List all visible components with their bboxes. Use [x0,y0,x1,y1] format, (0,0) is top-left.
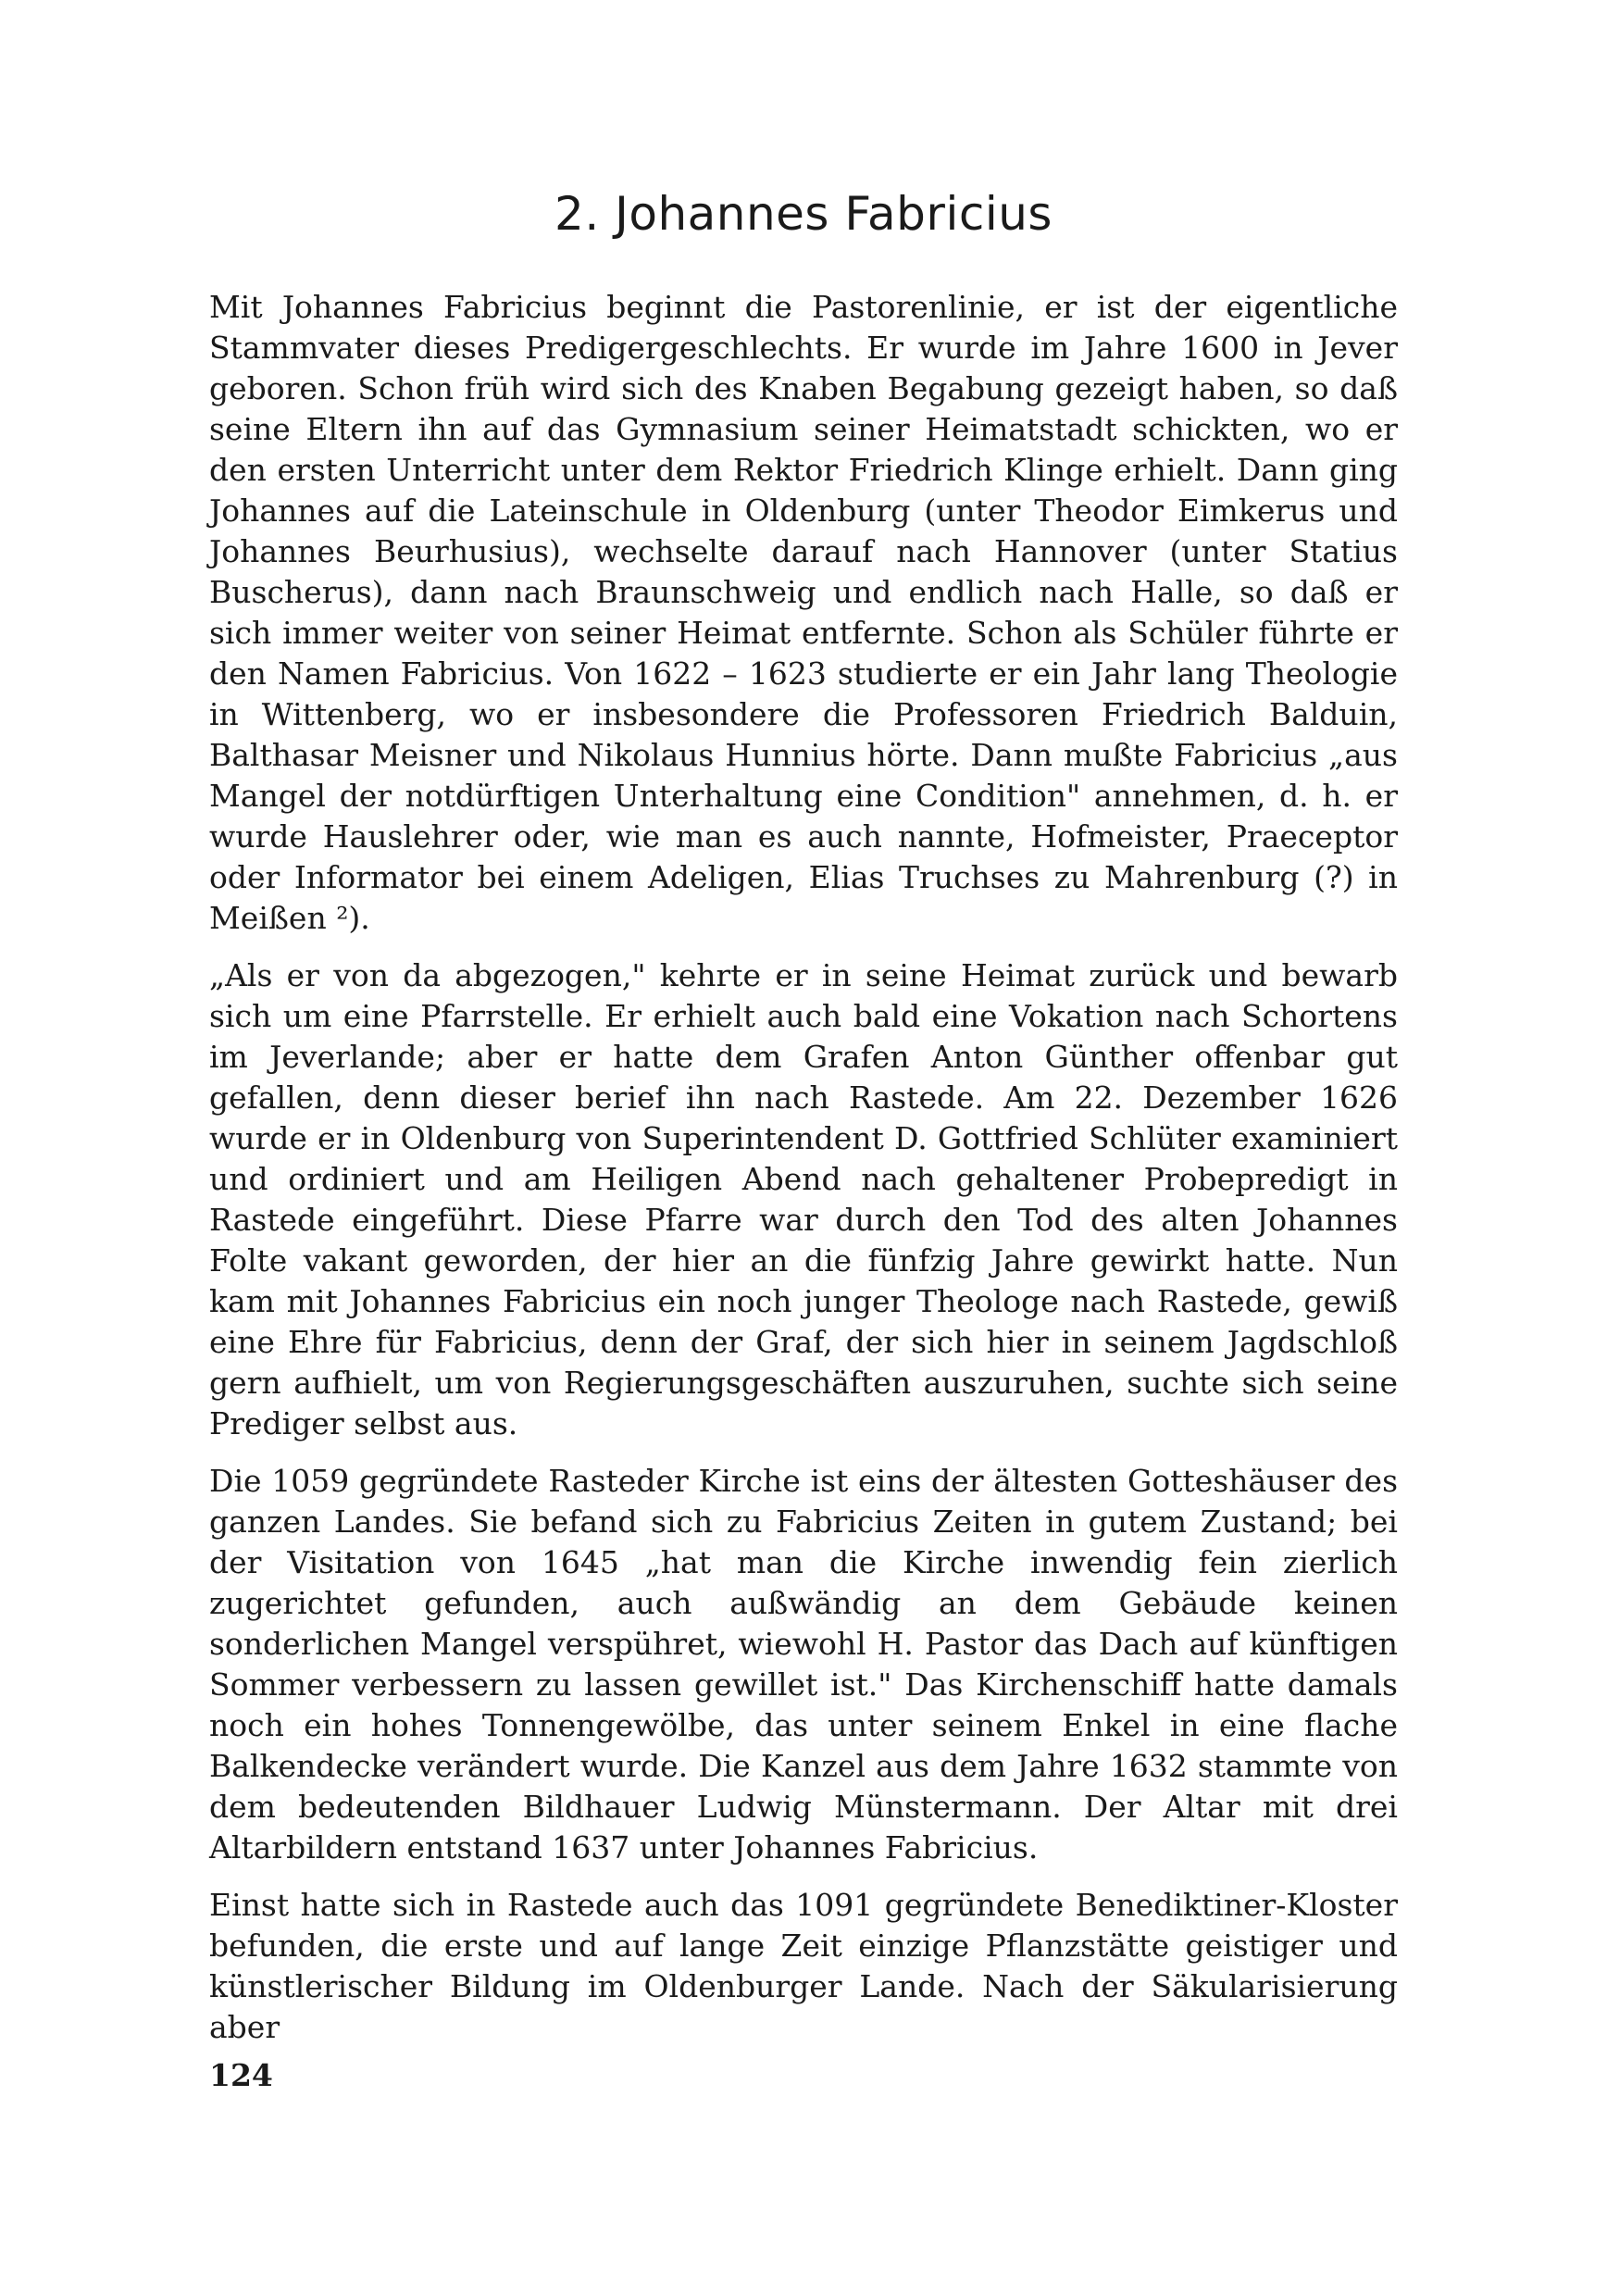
paragraph-3: Die 1059 gegründete Rasteder Kirche ist eins der ältesten Gotteshäuser des ganzen Landes. Sie befand sich zu Fabricius Zeiten in gutem Zustand; bei der Visitation von 1645 „hat man die Kirche inwendig fein zierlich zugerichtet gefunden, auch außwändig an dem Gebäude keinen sonderlichen Mangel verspühret, wiewohl H. Pastor das Dach auf künftigen Sommer verbessern zu lassen gewillet ist." Das Kirchenschiff hatte damals noch ein hohes Tonnengewölbe, das unter seinem Enkel in eine flache Balkendecke verändert wurde. Die Kanzel aus dem Jahre 1632 stammte von dem bedeutenden Bildhauer Ludwig Münstermann. Der Altar mit drei Altarbildern entstand 1637 unter Johannes Fabricius. [209,1463,1398,1866]
paragraph-4: Einst hatte sich in Rastede auch das 1091 gegründete Benediktiner-Kloster befunden, die erste und auf lange Zeit einzige Pflanzstätte geistiger und künstlerischer Bildung im Oldenburger Lande. Nach der Säkularisierung aber [209,1887,1398,2045]
page-number: 124 [209,2057,273,2093]
paragraph-1: Mit Johannes Fabricius beginnt die Pastorenlinie, er ist der eigentliche Stammvater dieses Predigergeschlechts. Er wurde im Jahre 1600 in Jever geboren. Schon früh wird sich des Knaben Begabung gezeigt haben, so daß seine Eltern ihn auf das Gymnasium seiner Heimatstadt schickten, wo er den ersten Unterricht unter dem Rektor Friedrich Klinge erhielt. Dann ging Johannes auf die Lateinschule in Oldenburg (unter Theodor Eimkerus und Johannes Beurhusius), wechselte darauf nach Hannover (unter Statius Buscherus), dann nach Braunschweig und endlich nach Halle, so daß er sich immer weiter von seiner Heimat entfernte. Schon als Schüler führte er den Namen Fabricius. Von 1622 – 1623 studierte er ein Jahr lang Theologie in Wittenberg, wo er insbesondere die Professoren Friedrich Balduin, Balthasar Meisner und Nikolaus Hunnius hörte. Dann mußte Fabricius „aus Mangel der notdürftigen Unterhaltung eine Condition" annehmen, d. h. er wurde Hauslehrer oder, wie man es auch nannte, Hofmeister, Praeceptor oder Informator bei einem Adeligen, Elias Truchses zu Mahrenburg (?) in Meißen ²). [209,289,1398,936]
body-text [209,287,1398,2065]
chapter-title: 2. Johannes Fabricius [554,187,1053,241]
paragraph-2: „Als er von da abgezogen," kehrte er in seine Heimat zurück und bewarb sich um eine Pfarrstelle. Er erhielt auch bald eine Vokation nach Schortens im Jeverlande; aber er hatte dem Grafen Anton Günther offenbar gut gefallen, denn dieser berief ihn nach Rastede. Am 22. Dezember 1626 wurde er in Oldenburg von Superintendent D. Gottfried Schlüter examiniert und ordiniert und am Heiligen Abend nach gehaltener Probepredigt in Rastede eingeführt. Diese Pfarre war durch den Tod des alten Johannes Folte vakant geworden, der hier an die fünfzig Jahre gewirkt hatte. Nun kam mit Johannes Fabricius ein noch junger Theologe nach Rastede, gewiß eine Ehre für Fabricius, denn der Graf, der sich hier in seinem Jagdschloß gern aufhielt, um von Regierungsgeschäften auszuruhen, suchte sich seine Prediger selbst aus. [209,957,1398,1441]
